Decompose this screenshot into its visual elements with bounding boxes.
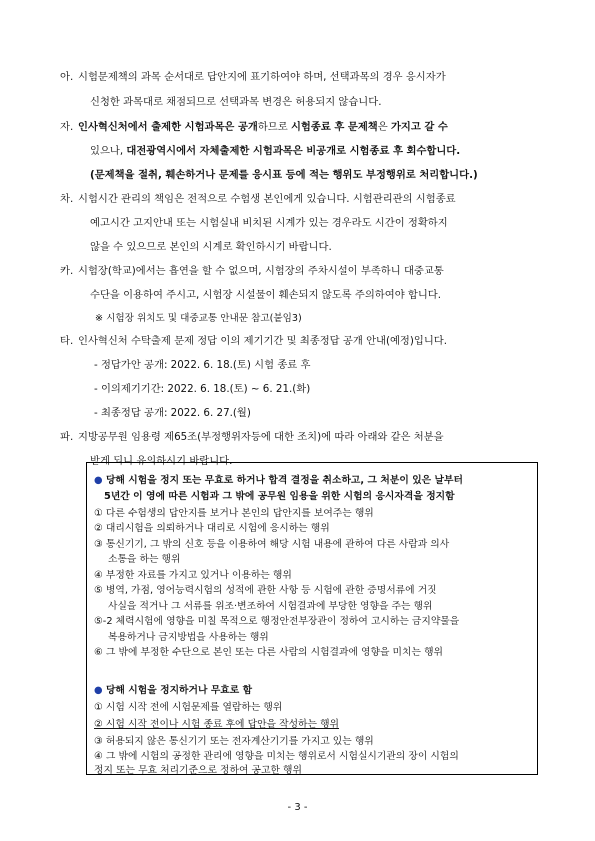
item-cha-line2: 예고시간 고지안내 또는 시험실내 비치된 시계가 있는 경우라도 시간이 정확하지 (90, 217, 448, 229)
box-heading-1a: ● 당해 시험을 정지 또는 무효로 하거나 합격 결정을 취소하고, 그 처분이 있은 날부터 (94, 475, 463, 486)
box-s2-item3: ③ 허용되지 않은 통신기기 또는 전자계산기기를 가지고 있는 행위 (94, 736, 374, 747)
box-s2-item4a: ④ 그 밖에 시험의 공정한 관리에 영향을 미치는 행위로서 시험실시기관의 장이 시험의 (94, 751, 459, 762)
box-s1-line: ① 다른 수험생의 답안지를 보거나 본인의 답안지를 보여주는 행위 (94, 508, 374, 519)
item-ta-line1: 인사혁신처 수탁출제 문제 정답 이의 제기기간 및 최종정답 공개 안내(예정)입니다. (78, 335, 448, 347)
item-ta-date2: - 이의제기기간: 2022. 6. 18.(토) ~ 6. 21.(화) (94, 383, 311, 395)
item-a-line1: 시험문제책의 과목 순서대로 답안지에 표기하여야 하며, 선택과목의 경우 응시자가 (78, 71, 446, 83)
item-ja-line1: 인사혁신처에서 출제한 시험과목은 공개하므로 시험종료 후 문제책은 가지고 갈 수 (78, 121, 448, 133)
box-s1-line: ② 대리시험을 의뢰하거나 대리로 시험에 응시하는 행위 (94, 523, 330, 534)
item-cha-line3: 않을 수 있으므로 본인의 시계로 확인하시기 바랍니다. (90, 241, 332, 253)
item-pa-line2: 받게 되니 유의하시기 바랍니다. (90, 455, 233, 467)
item-ta-date1: - 정답가안 공개: 2022. 6. 18.(토) 시험 종료 후 (94, 359, 311, 371)
item-a-marker: 아. (60, 71, 74, 83)
box-s1-line: ⑥ 그 밖에 부정한 수단으로 본인 또는 다른 사람의 시험결과에 영향을 미치는 행위 (94, 647, 443, 658)
box-s1-line: 사실을 적거나 그 서류를 위조·변조하여 시험결과에 부당한 영향을 주는 행위 (108, 601, 433, 612)
item-ka-note: ※ 시험장 위치도 및 대중교통 안내문 참고(붙임3) (95, 313, 302, 324)
item-ka-line1: 시험장(학교)에서는 흡연을 할 수 없으며, 시험장의 주차시설이 부족하니 대중교통 (78, 265, 444, 277)
item-ka-marker: 카. (60, 265, 74, 277)
item-ka-line2: 수단을 이용하여 주시고, 시험장 시설물이 훼손되지 않도록 주의하여야 합니다. (90, 289, 442, 301)
bullet-icon: ● (94, 685, 103, 696)
item-cha-marker: 차. (60, 193, 74, 205)
item-pa-marker: 파. (60, 431, 74, 443)
item-cha-line1: 시험시간 관리의 책임은 전적으로 수험생 본인에게 있습니다. 시험관리관의 시험종료 (78, 193, 456, 205)
box-s1-line: ③ 통신기기, 그 밖의 신호 등을 이용하여 해당 시험 내용에 관하여 다른 사람과 의사 (94, 539, 450, 550)
box-heading-2: ● 당해 시험을 정지하거나 무효로 함 (94, 685, 253, 696)
item-ta-marker: 타. (60, 335, 74, 347)
box-s2-item1: ① 시험 시작 전에 시험문제를 열람하는 행위 (94, 702, 283, 713)
box-s2-item2: ② 시험 시작 전이나 시험 종료 후에 답안을 작성하는 행위 (94, 719, 340, 730)
item-ja-line2: 있으나, 대전광역시에서 자체출제한 시험과목은 비공개로 시험종료 후 회수합니다. (90, 145, 461, 157)
box-s1-line: ⑤-2 체력시험에 영향을 미칠 목적으로 행정안전부장관이 정하여 고시하는 금지약물을 (94, 616, 460, 627)
box-heading-1b: 5년간 이 영에 따른 시험과 그 밖에 공무원 임용을 위한 시험의 응시자격을 정지함 (104, 491, 455, 502)
item-pa-line1: 지방공무원 임용령 제65조(부정행위자등에 대한 조치)에 따라 아래와 같은 처분을 (78, 431, 444, 443)
item-ta-date3: - 최종정답 공개: 2022. 6. 27.(월) (94, 407, 251, 419)
bullet-icon: ● (94, 475, 103, 486)
box-s1-line: 복용하거나 금지방법을 사용하는 행위 (108, 632, 269, 643)
box-s1-line: 소통을 하는 행위 (108, 554, 181, 565)
item-ja-line3: (문제책을 절취, 훼손하거나 문제를 응시표 등에 적는 행위도 부정행위로 처리합니다.) (90, 169, 478, 181)
item-a-line2: 신청한 과목대로 채점되므로 선택과목 변경은 허용되지 않습니다. (90, 96, 382, 108)
box-s1-line: ⑤ 병역, 가점, 영어능력시험의 성적에 관한 사항 등 시험에 관한 증명서류에 거짓 (94, 585, 437, 596)
page-number: - 3 - (287, 802, 308, 813)
box-s2-item4b: 정지 또는 무효 처리기준으로 정하여 공고한 행위 (94, 765, 302, 776)
box-s1-line: ④ 부정한 자료를 가지고 있거나 이용하는 행위 (94, 570, 292, 581)
item-ja-marker: 자. (60, 121, 74, 133)
